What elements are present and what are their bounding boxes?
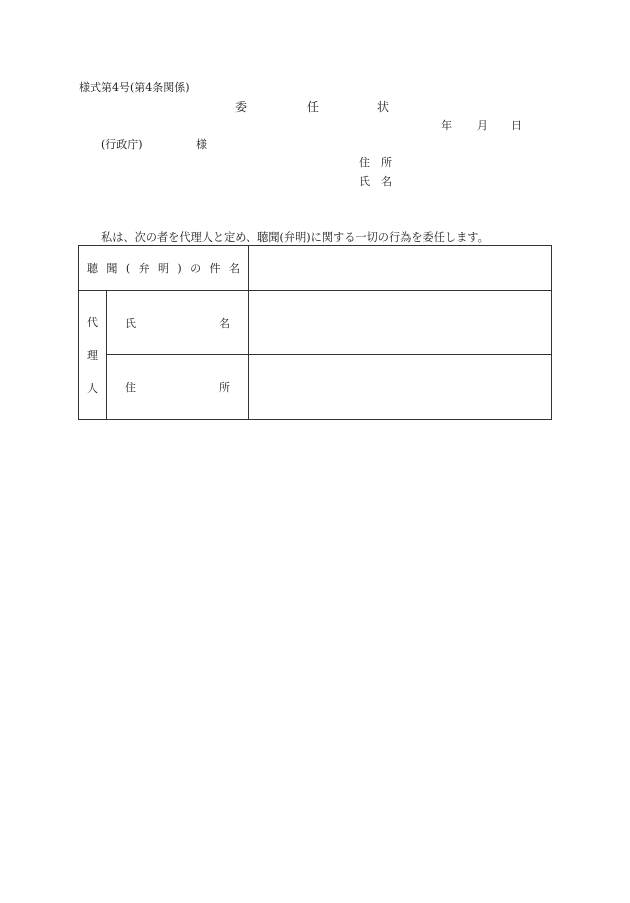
agent-label-char: 理	[87, 349, 98, 362]
case-row	[79, 246, 552, 291]
date-year-label: 年	[441, 119, 452, 132]
case-label-char: 明	[157, 262, 169, 275]
agent-address-label-char: 住	[125, 381, 136, 394]
principal-address-label-1: 住	[359, 156, 370, 169]
agent-name-label	[125, 315, 230, 331]
agent-name-label-char: 氏	[125, 316, 136, 330]
case-label-char: 名	[228, 262, 240, 275]
case-label	[87, 260, 240, 276]
delegation-table	[78, 245, 552, 420]
agent-address-label	[125, 379, 230, 395]
agent-address-label-cell	[107, 355, 249, 420]
case-label-char: (	[125, 261, 131, 275]
addressee-agency: (行政庁)	[101, 138, 143, 151]
title-char-1: 委	[235, 100, 248, 114]
case-value-cell[interactable]	[249, 246, 552, 291]
principal-name-label-1: 氏	[359, 175, 370, 188]
delegation-statement: 私は、次の者を代理人と定め、聴聞(弁明)に関する一切の行為を委任します。	[101, 231, 489, 244]
title-char-2: 任	[307, 100, 320, 114]
form-number: 様式第4号(第4条関係)	[79, 81, 190, 94]
case-label-char: 件	[209, 262, 221, 275]
principal-name-label-2: 名	[381, 175, 392, 188]
date-day-label: 日	[511, 119, 522, 132]
principal-address-label-2: 所	[381, 156, 392, 169]
agent-address-row	[79, 355, 552, 420]
case-label-cell	[79, 246, 249, 291]
addressee-honorific: 様	[196, 138, 207, 151]
case-label-char: 聞	[106, 262, 118, 275]
case-label-char: 弁	[138, 262, 150, 275]
agent-label-char: 人	[87, 382, 98, 395]
agent-name-label-cell	[107, 291, 249, 355]
agent-name-label-char: 名	[219, 316, 230, 330]
case-label-char: )	[177, 261, 182, 275]
agent-label-char: 代	[87, 316, 98, 329]
agent-label-cell	[79, 291, 107, 420]
title-char-3: 状	[377, 100, 390, 114]
agent-name-row	[79, 291, 552, 355]
case-label-char: の	[190, 262, 202, 275]
agent-label	[79, 291, 106, 419]
agent-address-label-char: 所	[219, 381, 230, 394]
case-label-char: 聴	[87, 262, 98, 275]
agent-address-value-cell[interactable]	[249, 355, 552, 420]
date-month-label: 月	[477, 119, 488, 132]
agent-name-value-cell[interactable]	[249, 291, 552, 355]
